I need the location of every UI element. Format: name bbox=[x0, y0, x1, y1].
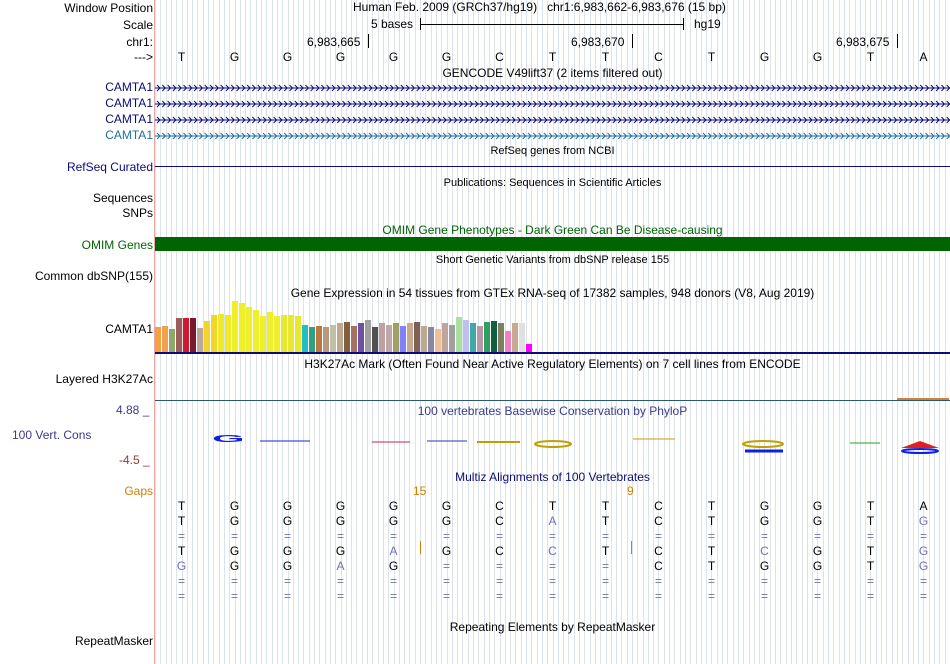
gene-label-camta1[interactable]: CAMTA1 bbox=[105, 80, 153, 94]
gene-label-camta1[interactable]: CAMTA1 bbox=[105, 128, 153, 142]
alignment-base: G bbox=[812, 559, 823, 573]
h3k27ac-track-label[interactable]: Layered H3K27Ac bbox=[55, 372, 153, 386]
alignment-base: G bbox=[335, 514, 346, 528]
alignment-base: = bbox=[442, 559, 450, 573]
gene-label-camta1[interactable]: CAMTA1 bbox=[105, 112, 153, 126]
alignment-base: G bbox=[229, 514, 240, 528]
reference-base: G bbox=[759, 50, 770, 64]
alignment-base: G bbox=[759, 514, 770, 528]
h3k27ac-signal bbox=[897, 398, 949, 400]
alignment-base: G bbox=[441, 514, 452, 528]
reference-base: G bbox=[388, 50, 399, 64]
scale-bar bbox=[420, 18, 684, 30]
alignment-base: = bbox=[177, 574, 185, 588]
gtex-tissue-bar[interactable] bbox=[386, 325, 392, 352]
reference-base: G bbox=[335, 50, 346, 64]
alignment-base: = bbox=[813, 589, 821, 603]
gtex-tissue-bar[interactable] bbox=[169, 329, 175, 352]
alignment-base: = bbox=[336, 574, 344, 588]
reference-base: T bbox=[601, 50, 610, 64]
gtex-tissue-bar[interactable] bbox=[302, 325, 308, 352]
alignment-base: = bbox=[601, 589, 609, 603]
gtex-tissue-bar[interactable] bbox=[379, 323, 385, 352]
alignment-base: = bbox=[283, 589, 291, 603]
alignment-base: A bbox=[336, 559, 345, 573]
gtex-tissue-bar[interactable] bbox=[372, 327, 378, 352]
dbsnp-track-title[interactable]: Short Genetic Variants from dbSNP release 155 bbox=[435, 254, 670, 266]
alignment-base: T bbox=[177, 514, 186, 528]
reference-base: A bbox=[919, 50, 928, 64]
alignment-base: = bbox=[866, 574, 874, 588]
alignment-base: G bbox=[229, 559, 240, 573]
alignment-base: = bbox=[283, 529, 291, 543]
reference-base: G bbox=[282, 50, 293, 64]
omim-track-label[interactable]: OMIM Genes bbox=[81, 238, 153, 252]
gtex-tissue-bar[interactable] bbox=[253, 310, 259, 352]
gtex-tissue-bar[interactable] bbox=[288, 315, 294, 352]
gtex-tissue-bar[interactable] bbox=[463, 320, 469, 352]
alignment-base: T bbox=[177, 544, 186, 558]
phylop-mark bbox=[901, 441, 939, 448]
gtex-tissue-bar[interactable] bbox=[267, 312, 273, 352]
alignment-base: T bbox=[866, 559, 875, 573]
gtex-tissue-bar[interactable] bbox=[407, 323, 413, 352]
alignment-base: G bbox=[918, 514, 929, 528]
alignment-base: T bbox=[177, 499, 186, 513]
alignment-base: T bbox=[601, 544, 610, 558]
alignment-base: = bbox=[389, 574, 397, 588]
gtex-tissue-bar[interactable] bbox=[351, 326, 357, 352]
h3k27ac-track-title[interactable]: H3K27Ac Mark (Often Found Near Active Regulatory Elements) on 7 cell lines from ENCODE bbox=[304, 357, 801, 371]
h3k27ac-baseline bbox=[155, 400, 950, 401]
multiz-track-title[interactable]: Multiz Alignments of 100 Vertebrates bbox=[455, 470, 650, 484]
reference-base: G bbox=[229, 50, 240, 64]
gencode-track-title[interactable]: GENCODE V49lift37 (2 items filtered out) bbox=[442, 66, 663, 80]
alignment-base: G bbox=[282, 544, 293, 558]
alignment-base: C bbox=[654, 514, 663, 528]
refseq-gene-line[interactable] bbox=[155, 166, 950, 167]
snps-label[interactable]: SNPs bbox=[122, 206, 153, 220]
alignment-base: = bbox=[601, 529, 609, 543]
gtex-tissue-bar[interactable] bbox=[225, 315, 231, 352]
sequences-label[interactable]: Sequences bbox=[92, 191, 153, 205]
alignment-base: T bbox=[548, 499, 557, 513]
alignment-base: G bbox=[918, 544, 929, 558]
alignment-base: C bbox=[548, 544, 557, 558]
alignment-base: T bbox=[707, 559, 716, 573]
ruler-tick bbox=[368, 34, 369, 48]
omim-feature-bar[interactable] bbox=[155, 237, 950, 251]
alignment-base: T bbox=[866, 544, 875, 558]
gtex-tissue-bar[interactable] bbox=[218, 314, 224, 352]
gtex-tissue-bar[interactable] bbox=[204, 321, 210, 352]
gene-model-camta1[interactable] bbox=[155, 132, 950, 140]
gtex-tissue-bar[interactable] bbox=[505, 331, 511, 352]
gtex-tissue-bar[interactable] bbox=[414, 322, 420, 352]
alignment-base: = bbox=[495, 559, 503, 573]
alignment-base: C bbox=[654, 559, 663, 573]
ruler-position: 6,983,665 bbox=[307, 35, 361, 49]
alignment-base: = bbox=[760, 589, 768, 603]
phylop-mark bbox=[743, 441, 783, 447]
gtex-tissue-bar[interactable] bbox=[484, 322, 490, 352]
gtex-tissue-bar[interactable] bbox=[421, 326, 427, 352]
refseq-track-label[interactable]: RefSeq Curated bbox=[66, 160, 153, 174]
gap-marker bbox=[631, 541, 632, 554]
alignment-base: T bbox=[866, 499, 875, 513]
alignment-base: G bbox=[918, 559, 929, 573]
dbsnp-track-label[interactable]: Common dbSNP(155) bbox=[34, 269, 153, 283]
gtex-tissue-bar[interactable] bbox=[358, 323, 364, 352]
gene-label-camta1[interactable]: CAMTA1 bbox=[105, 96, 153, 110]
gtex-tissue-bar[interactable] bbox=[512, 323, 518, 352]
alignment-base: G bbox=[441, 499, 452, 513]
strand-arrow-label: ---> bbox=[134, 50, 153, 64]
gene-model-camta1[interactable] bbox=[155, 116, 950, 124]
alignment-base: = bbox=[707, 529, 715, 543]
scale-label: Scale bbox=[122, 18, 153, 32]
gtex-tissue-bar[interactable] bbox=[400, 326, 406, 352]
reference-base: T bbox=[548, 50, 557, 64]
chr-label: chr1: bbox=[126, 35, 153, 49]
gtex-tissue-bar[interactable] bbox=[211, 315, 217, 352]
window-position-label: Window Position bbox=[64, 1, 153, 15]
alignment-base: C bbox=[654, 544, 663, 558]
gtex-tissue-bar[interactable] bbox=[176, 318, 182, 352]
reference-base: C bbox=[654, 50, 663, 64]
gap-marker bbox=[420, 541, 421, 554]
alignment-base: G bbox=[388, 499, 399, 513]
phylop-max-value: 4.88 _ bbox=[116, 403, 150, 417]
gtex-tissue-bar[interactable] bbox=[183, 318, 189, 352]
refseq-track-title[interactable]: RefSeq genes from NCBI bbox=[490, 145, 615, 157]
gtex-tissue-bar[interactable] bbox=[428, 327, 434, 352]
gtex-gene-line bbox=[155, 352, 950, 354]
alignment-base: = bbox=[442, 574, 450, 588]
gtex-tissue-bar[interactable] bbox=[491, 321, 497, 352]
alignment-base: G bbox=[388, 514, 399, 528]
assembly-label: hg19 bbox=[694, 17, 721, 31]
alignment-base: = bbox=[654, 574, 662, 588]
alignment-base: G bbox=[812, 514, 823, 528]
alignment-base: = bbox=[866, 529, 874, 543]
omim-track-title[interactable]: OMIM Gene Phenotypes - Dark Green Can Be Disease-causing bbox=[382, 223, 723, 237]
gtex-tissue-bar[interactable] bbox=[190, 318, 196, 352]
gtex-tissue-bar[interactable] bbox=[260, 316, 266, 352]
gtex-tissue-bar[interactable] bbox=[281, 315, 287, 352]
alignment-base: = bbox=[919, 589, 927, 603]
alignment-base: C bbox=[654, 499, 663, 513]
alignment-base: = bbox=[389, 529, 397, 543]
alignment-base: G bbox=[176, 559, 187, 573]
alignment-base: C bbox=[495, 514, 504, 528]
gtex-tissue-bar[interactable] bbox=[330, 325, 336, 352]
alignment-base: C bbox=[760, 544, 769, 558]
reference-base: G bbox=[441, 50, 452, 64]
phylop-mark bbox=[902, 449, 938, 453]
alignment-base: = bbox=[177, 529, 185, 543]
gtex-tissue-bar[interactable] bbox=[197, 328, 203, 352]
gtex-tissue-bar[interactable] bbox=[295, 316, 301, 352]
alignment-base: = bbox=[866, 589, 874, 603]
alignment-base: A bbox=[389, 544, 398, 558]
alignment-base: = bbox=[813, 529, 821, 543]
alignment-base: = bbox=[548, 559, 556, 573]
gtex-tissue-bar[interactable] bbox=[442, 323, 448, 352]
gap-count: 9 bbox=[627, 484, 634, 498]
alignment-base: G bbox=[812, 499, 823, 513]
gtex-tissue-bar[interactable] bbox=[316, 326, 322, 352]
ruler-tick bbox=[632, 34, 633, 48]
gtex-tissue-bar[interactable] bbox=[344, 322, 350, 352]
alignment-base: = bbox=[654, 589, 662, 603]
alignment-base: T bbox=[707, 514, 716, 528]
alignment-base: = bbox=[495, 574, 503, 588]
ruler-position: 6,983,675 bbox=[836, 35, 890, 49]
alignment-base: = bbox=[548, 589, 556, 603]
alignment-base: = bbox=[283, 574, 291, 588]
alignment-base: T bbox=[866, 514, 875, 528]
alignment-base: G bbox=[335, 499, 346, 513]
gtex-tissue-bar[interactable] bbox=[456, 317, 462, 352]
alignment-base: G bbox=[229, 544, 240, 558]
alignment-base: = bbox=[707, 574, 715, 588]
phylop-letter-g bbox=[212, 433, 244, 445]
alignment-base: G bbox=[759, 499, 770, 513]
phylop-track-title[interactable]: 100 vertebrates Basewise Conservation by PhyloP bbox=[417, 404, 688, 418]
phylop-mark bbox=[535, 441, 571, 447]
repeatmasker-track-label[interactable]: RepeatMasker bbox=[74, 634, 153, 648]
phylop-min-value: -4.5 _ bbox=[119, 453, 150, 467]
gene-model-camta1[interactable] bbox=[155, 100, 950, 108]
alignment-base: = bbox=[336, 589, 344, 603]
alignment-base: = bbox=[548, 574, 556, 588]
alignment-base: = bbox=[707, 589, 715, 603]
alignment-base: = bbox=[230, 589, 238, 603]
gtex-gene-label[interactable]: CAMTA1 bbox=[105, 322, 153, 336]
gtex-tissue-bar[interactable] bbox=[526, 344, 532, 352]
window-position-title[interactable]: Human Feb. 2009 (GRCh37/hg19) chr1:6,983,662-6,983,676 (15 bp) bbox=[353, 0, 726, 14]
gtex-tissue-bar[interactable] bbox=[519, 323, 525, 352]
gtex-tissue-bar[interactable] bbox=[155, 327, 161, 352]
alignment-base: = bbox=[230, 529, 238, 543]
gtex-track-title[interactable]: Gene Expression in 54 tissues from GTEx RNA-seq of 17382 samples, 948 donors (V8, Aug 2019) bbox=[290, 286, 815, 300]
svg-text:G: G bbox=[212, 432, 245, 445]
ruler-position: 6,983,670 bbox=[571, 35, 625, 49]
alignment-base: G bbox=[335, 544, 346, 558]
alignment-base: G bbox=[812, 544, 823, 558]
alignment-base: = bbox=[760, 574, 768, 588]
reference-base: T bbox=[707, 50, 716, 64]
alignment-base: = bbox=[389, 589, 397, 603]
alignment-base: G bbox=[282, 514, 293, 528]
gtex-expression-bars[interactable] bbox=[155, 300, 950, 352]
gtex-tissue-bar[interactable] bbox=[393, 323, 399, 352]
alignment-base: = bbox=[230, 574, 238, 588]
alignment-base: = bbox=[813, 574, 821, 588]
alignment-base: T bbox=[601, 499, 610, 513]
ruler-tick bbox=[897, 34, 898, 48]
gtex-tissue-bar[interactable] bbox=[239, 303, 245, 352]
alignment-base: T bbox=[601, 514, 610, 528]
phylop-track-label[interactable]: 100 Vert. Cons bbox=[12, 428, 92, 442]
alignment-base: = bbox=[548, 529, 556, 543]
gtex-tissue-bar[interactable] bbox=[274, 316, 280, 352]
gene-model-camta1[interactable] bbox=[155, 84, 950, 92]
gtex-tissue-bar[interactable] bbox=[232, 301, 238, 352]
phylop-logo[interactable] bbox=[155, 418, 950, 464]
gtex-tissue-bar[interactable] bbox=[477, 326, 483, 352]
alignment-base: = bbox=[442, 529, 450, 543]
gtex-tissue-bar[interactable] bbox=[498, 323, 504, 352]
alignment-base: G bbox=[282, 499, 293, 513]
alignment-base: = bbox=[601, 559, 609, 573]
gaps-label: Gaps bbox=[124, 484, 153, 498]
alignment-base: = bbox=[601, 574, 609, 588]
gtex-tissue-bar[interactable] bbox=[323, 327, 329, 352]
alignment-base: = bbox=[760, 529, 768, 543]
alignment-base: = bbox=[919, 574, 927, 588]
repeatmasker-track-title[interactable]: Repeating Elements by RepeatMasker bbox=[449, 620, 656, 634]
gtex-tissue-bar[interactable] bbox=[435, 329, 441, 352]
gtex-tissue-bar[interactable] bbox=[246, 307, 252, 352]
scale-text: 5 bases bbox=[371, 17, 414, 31]
reference-base: T bbox=[866, 50, 875, 64]
alignment-base: A bbox=[919, 499, 928, 513]
gtex-tissue-bar[interactable] bbox=[449, 325, 455, 352]
alignment-base: = bbox=[495, 589, 503, 603]
alignment-base: G bbox=[759, 559, 770, 573]
alignment-base: = bbox=[654, 529, 662, 543]
alignment-base: G bbox=[282, 559, 293, 573]
gtex-tissue-bar[interactable] bbox=[365, 320, 371, 352]
gtex-tissue-bar[interactable] bbox=[337, 323, 343, 352]
alignment-base: A bbox=[548, 514, 557, 528]
reference-base: G bbox=[812, 50, 823, 64]
gtex-tissue-bar[interactable] bbox=[309, 327, 315, 352]
alignment-base: C bbox=[495, 499, 504, 513]
alignment-base: C bbox=[495, 544, 504, 558]
alignment-base: = bbox=[919, 529, 927, 543]
gtex-tissue-bar[interactable] bbox=[162, 326, 168, 352]
alignment-base: G bbox=[388, 559, 399, 573]
gap-count: 15 bbox=[413, 484, 427, 498]
alignment-base: = bbox=[495, 529, 503, 543]
alignment-base: = bbox=[442, 589, 450, 603]
gtex-tissue-bar[interactable] bbox=[470, 323, 476, 352]
alignment-base: T bbox=[707, 544, 716, 558]
alignment-base: T bbox=[707, 499, 716, 513]
alignment-base: G bbox=[441, 544, 452, 558]
alignment-base: = bbox=[177, 589, 185, 603]
reference-base: T bbox=[177, 50, 186, 64]
reference-base: C bbox=[495, 50, 504, 64]
alignment-base: = bbox=[336, 529, 344, 543]
alignment-base: G bbox=[229, 499, 240, 513]
publications-track-title[interactable]: Publications: Sequences in Scientific Articles bbox=[443, 177, 662, 189]
